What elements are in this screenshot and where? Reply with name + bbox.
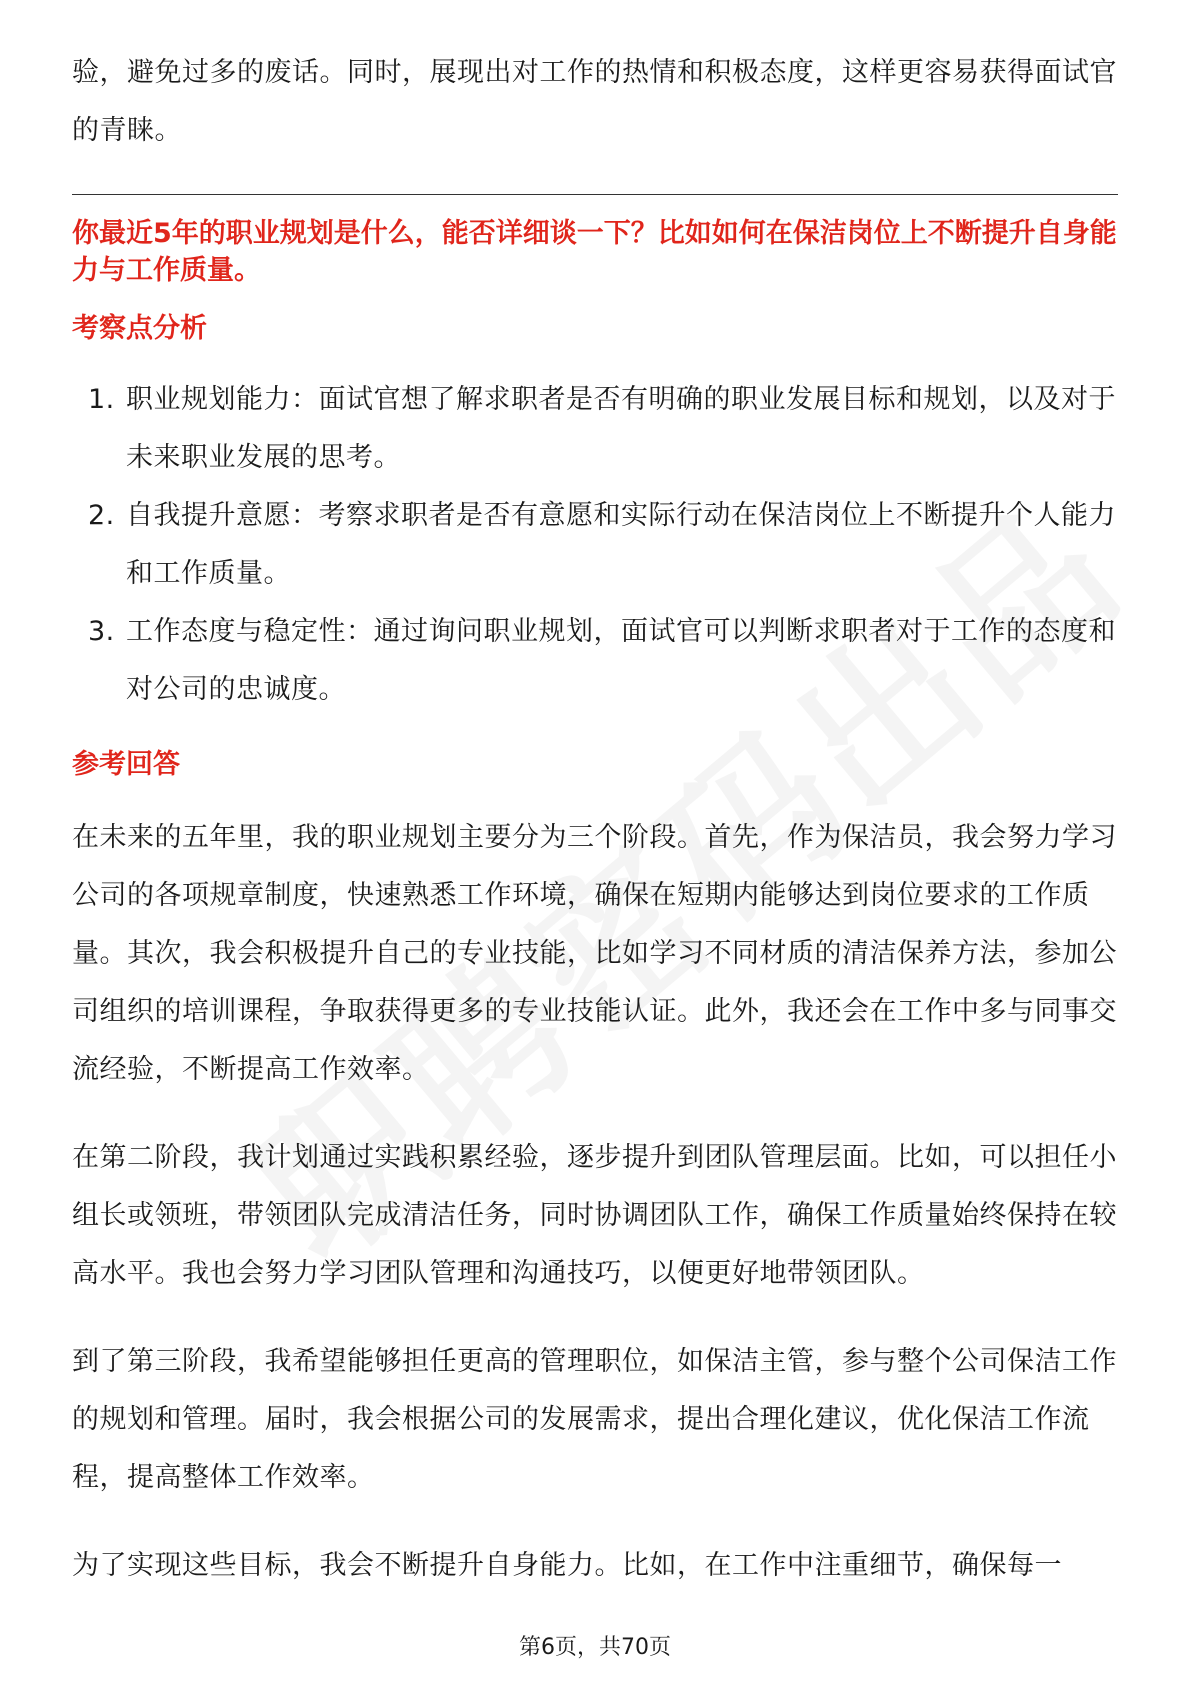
point-number: 3.: [88, 616, 115, 647]
point-number: 1.: [88, 384, 115, 415]
answer-paragraph: 在第二阶段，我计划通过实践积累经验，逐步提升到团队管理层面。比如，可以担任小组长或领班，带领团队完成清洁任务，同时协调团队工作，确保工作质量始终保持在较高水平。我也会努力学习团队管理和沟通技巧，以便更好地带领团队。: [72, 1142, 1117, 1289]
analysis-points: [72, 371, 1118, 719]
answer-heading: 参考回答: [72, 749, 180, 780]
analysis-heading: 考察点分析: [72, 313, 207, 344]
point-text: 职业规划能力：面试官想了解求职者是否有明确的职业发展目标和规划，以及对于未来职业发展的思考。: [126, 384, 1116, 473]
answer-paragraph: 为了实现这些目标，我会不断提升自身能力。比如，在工作中注重细节，确保每一: [72, 1550, 1062, 1581]
point-text: 工作态度与稳定性：通过询问职业规划，面试官可以判断求职者对于工作的态度和对公司的忠诚度。: [126, 616, 1116, 705]
point-text: 自我提升意愿：考察求职者是否有意愿和实际行动在保洁岗位上不断提升个人能力和工作质量。: [126, 500, 1116, 589]
analysis-point: [72, 371, 1118, 487]
section-divider: [72, 194, 1118, 195]
intro-continuation: 验，避免过多的废话。同时，展现出对工作的热情和积极态度，这样更容易获得面试官的青睐。: [72, 57, 1117, 146]
answer-paragraph: 在未来的五年里，我的职业规划主要分为三个阶段。首先，作为保洁员，我会努力学习公司的各项规章制度，快速熟悉工作环境，确保在短期内能够达到岗位要求的工作质量。其次，我会积极提升自己的专业技能，比如学习不同材质的清洁保养方法，参加公司组织的培训课程，争取获得更多的专业技能认证。此外，我还会在工作中多与同事交流经验，不断提高工作效率。: [72, 822, 1117, 1085]
interview-question: 你最近5年的职业规划是什么，能否详细谈一下？比如如何在保洁岗位上不断提升自身能力与工作质量。: [72, 218, 1117, 286]
point-number: 2.: [88, 500, 115, 531]
answer-paragraph: 到了第三阶段，我希望能够担任更高的管理职位，如保洁主管，参与整个公司保洁工作的规划和管理。届时，我会根据公司的发展需求，提出合理化建议，优化保洁工作流程，提高整体工作效率。: [72, 1346, 1117, 1493]
page-footer: 第6页，共70页: [519, 1635, 671, 1660]
analysis-point: [72, 603, 1118, 719]
analysis-point: [72, 487, 1118, 603]
document-page: [72, 44, 1118, 1595]
